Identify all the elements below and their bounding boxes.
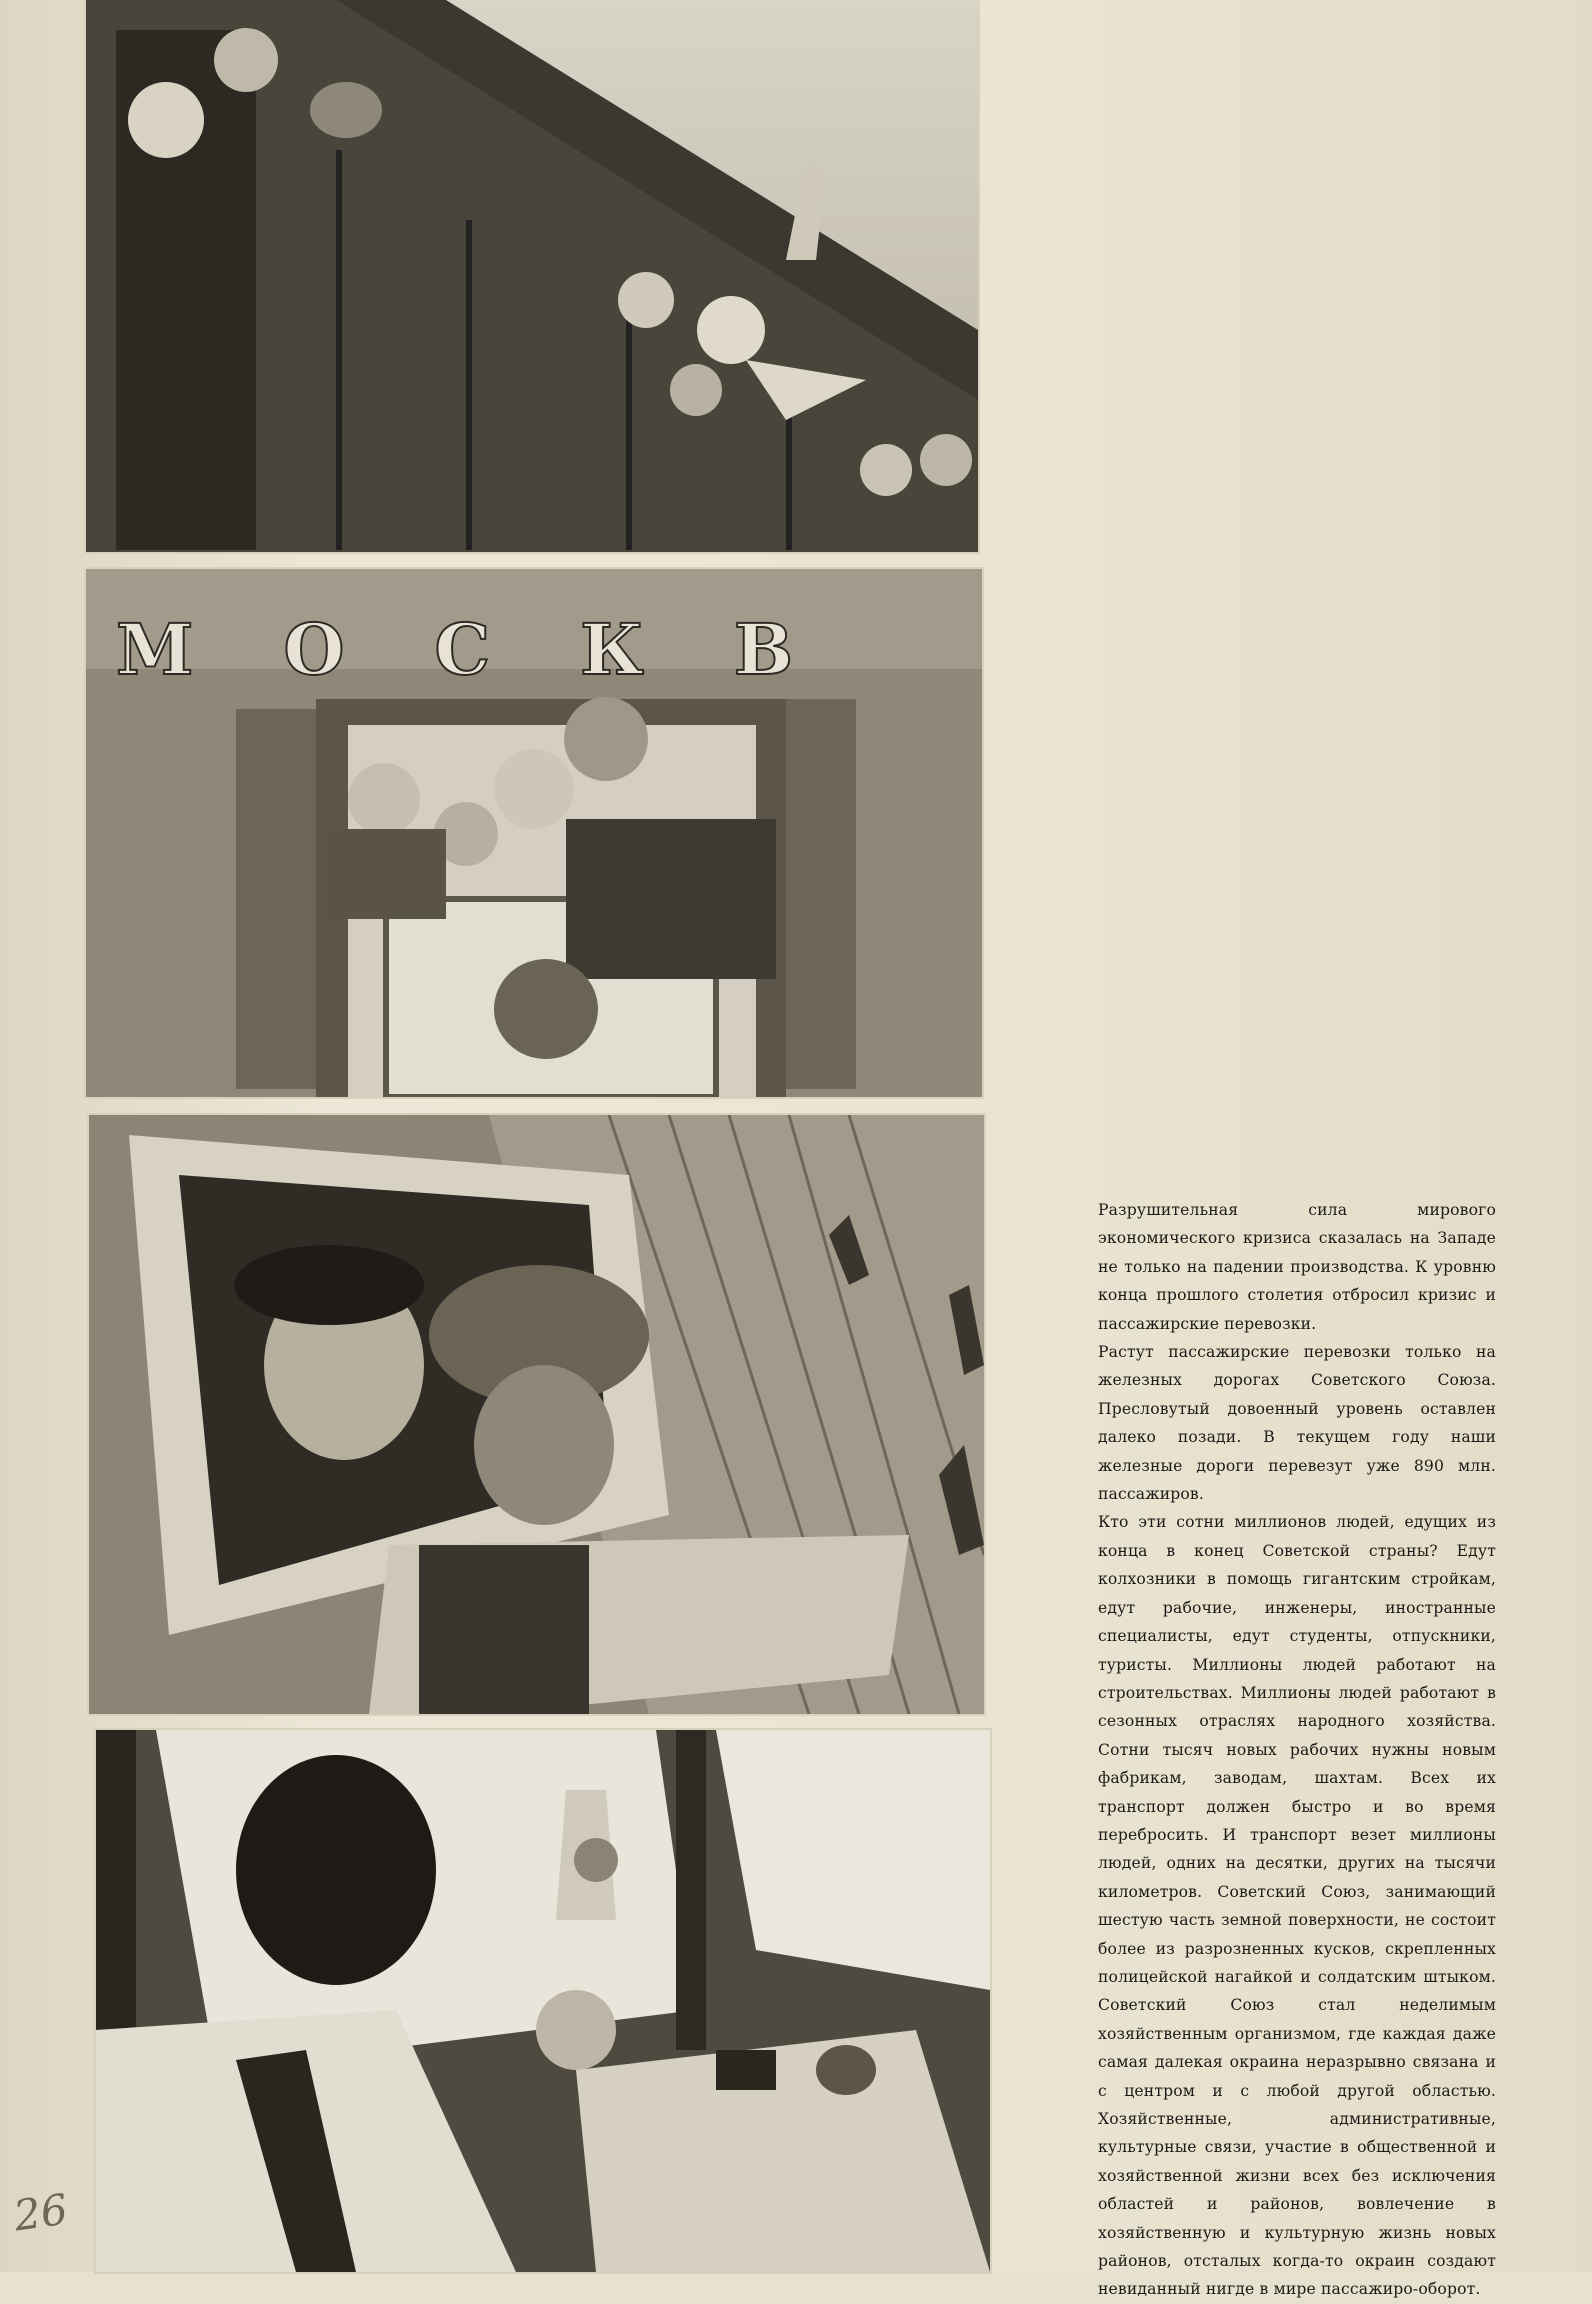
article-text xyxy=(1098,1196,1496,2304)
photo-wagon-crowd xyxy=(86,0,978,552)
car-lettering xyxy=(116,608,883,691)
moscow-lettering: МОСКВ xyxy=(116,608,884,691)
photo-compartment-passenger xyxy=(96,1730,990,2272)
article-paragraph: Разрушительная сила мирового экономического кризиса сказалась на Западе не только на падении производства. К уровню конца прошлого столетия отбросил кризис и пассажирские перевозки. xyxy=(1098,1201,1496,1333)
article-paragraph: Растут пассажирские перевозки только на железных дорогах Советского Союза. Пресловутый довоенный уровень оставлен далеко позади. В текущем году наши железные дороги перевезут уже 890 млн. пассажиров. xyxy=(1098,1343,1496,1504)
photo-moscow-window xyxy=(86,569,982,1097)
page-number: 26 xyxy=(10,2184,71,2241)
photo-central-asian-passengers xyxy=(89,1115,984,1714)
article-paragraph: Кто эти сотни миллионов людей, едущих из конца в конец Советской страны? Едут колхозники в помощь гигантским стройкам, едут рабочие, инженеры, иностранные специалисты, едут студенты, отпускники, туристы. Миллионы людей работают на строительствах. Миллионы людей работают в сезонных отраслях народного хозяйства. Сотни тысяч новых рабочих нужны новым фабрикам, заводам, шахтам. Всех их транспорт должен быстро и во время перебросить. И транспорт везет миллионы людей, одних на десятки, других на тысячи километров. Советский Союз, занимающий шестую часть земной поверхности, не состоит более из разрозненных кусков, скрепленных полицейской нагайкой и солдатским штыком. Советский Союз стал неделимым хозяйственным организмом, где каждая даже самая далекая окраина неразрывно связана и с центром и с любой другой областью. Хозяйственные, административные, культурные связи, участие в общественной и хозяйственной жизни всех без исключения областей и районов, вовлечение в хозяйственную и культурную жизнь новых районов, отсталых когда-то окраин создают невиданный нигде в мире пассажиро-оборот. xyxy=(1098,1513,1496,2299)
